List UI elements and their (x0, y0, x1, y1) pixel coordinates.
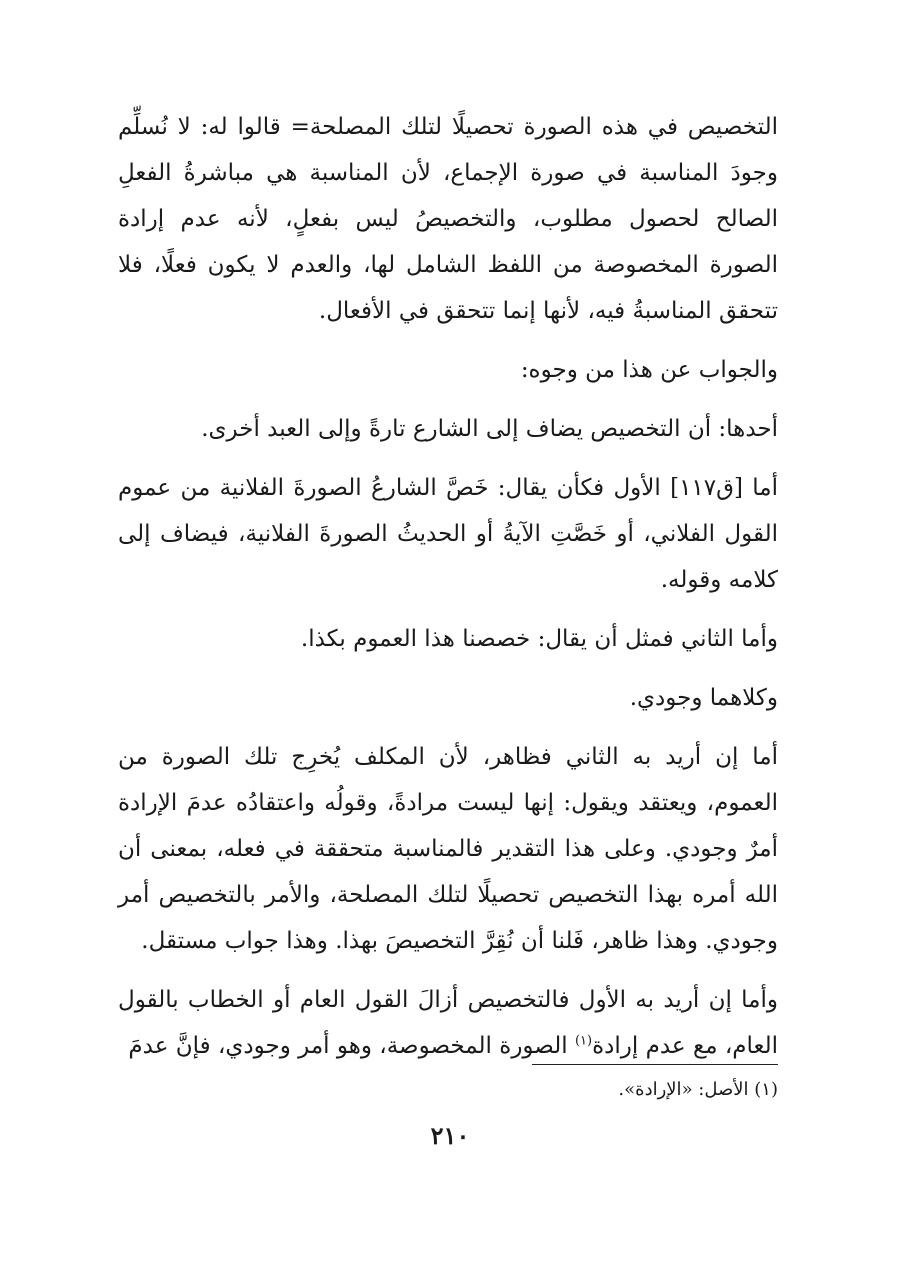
page-number: ٢١٠ (430, 1121, 470, 1150)
paragraph-second-meaning: أما إن أريد به الثاني فظاهر، لأن المكلف يُخرِج تلك الصورة من العموم، ويعتقد ويقول: إنها ليست مرادةً، وقولُه واعتقادُه عدمَ الإرادة أمرٌ وجودي. وعلى هذا التقدير فالمناسبة متحققة في فعله، بمعنى أن الله أمره بهذا التخصيص تحصيلًا لتلك المصلحة، والأمر بالتخصيص أمر وجودي. وهذا ظاهر، فَلنا أن نُقِرَّ التخصيصَ بهذا. وهذا جواب مستقل. (118, 744, 778, 954)
paragraph-first-aspect: أحدها: أن التخصيص يضاف إلى الشارع تارةً وإلى العبد أخرى. (201, 416, 778, 442)
page-body (118, 104, 778, 1082)
paragraph-second-case: وأما الثاني فمثل أن يقال: خصصنا هذا العموم بكذا. (300, 626, 778, 652)
paragraph-first-meaning-end: الصورة المخصوصة، وهو أمر وجودي، فإنَّ عدمَ (128, 1033, 575, 1059)
paragraph-first-meaning-start: وأما إن أريد به الأول فالتخصيص أزالَ القول العام أو الخطاب بالقول العام، مع عدم إرادة (118, 987, 778, 1059)
paragraph-objection: التخصيص في هذه الصورة تحصيلًا لتلك المصلحة= قالوا له: لا نُسلِّم وجودَ المناسبة في صورة الإجماع، لأن المناسبة هي مباشرةُ الفعلِ الصالح لحصول مطلوب، والتخصيصُ ليس بفعلٍ، لأنه عدم إرادة الصورة المخصوصة من اللفظ الشامل لها، والعدم لا يكون فعلًا، فلا تتحقق المناسبةُ فيه، لأنها إنما تتحقق في الأفعال. (118, 114, 778, 324)
paragraph-first-meaning (118, 977, 778, 1069)
footnote-reference[interactable]: (١) (574, 1033, 593, 1049)
paragraph-answer-intro: والجواب عن هذا من وجوه: (520, 357, 778, 383)
footnote-divider (532, 1064, 778, 1065)
paragraph-both-existential: وكلاهما وجودي. (629, 685, 778, 711)
paragraph-first-case: أما [ق١١٧] الأول فكأن يقال: خَصَّ الشارعُ الصورةَ الفلانية من عموم القول الفلاني، أو خَصَّتِ الآيةُ أو الحديثُ الصورةَ الفلانية، فيضاف إلى كلامه وقوله. (118, 475, 778, 593)
footnote: (١) الأصل: «الإرادة». (618, 1079, 778, 1100)
